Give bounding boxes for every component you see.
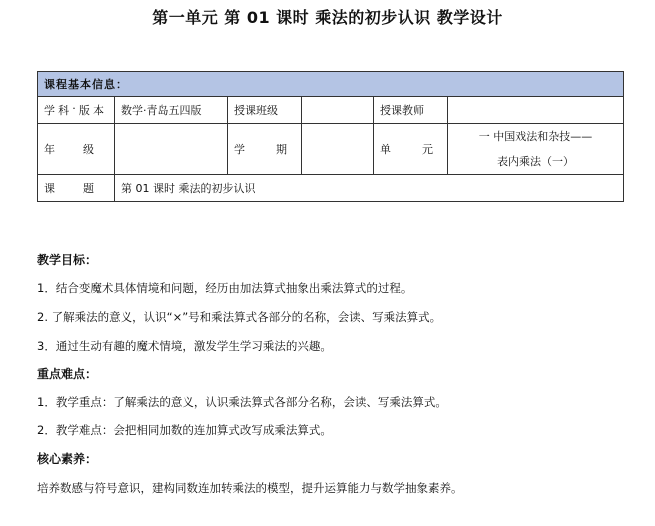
unit-value-line2: 表内乘法（一） [497,155,575,168]
subject-label: 学 科 · 版 本 [38,97,115,124]
document-title: 第一单元 第 01 课时 乘法的初步认识 教学设计 [152,8,503,27]
topic-label: 课 题 [38,175,115,202]
grade-label: 年 级 [38,124,115,175]
key-point-item: 2．教学难点：会把相同加数的连加算式改写成乘法算式。 [37,423,332,437]
goal-item: 2. 了解乘法的意义，认识“×”号和乘法算式各部分的名称，会读、写乘法算式。 [37,310,442,324]
term-label: 学 期 [228,124,302,175]
term-value [302,124,374,175]
subject-value: 数学·青岛五四版 [115,97,228,124]
grade-value [115,124,228,175]
unit-label: 单 元 [374,124,448,175]
goals-heading: 教学目标： [37,253,98,267]
core-literacy-text: 培养数感与符号意识，建构同数连加转乘法的模型，提升运算能力与数学抽象素养。 [37,481,463,495]
class-label: 授课班级 [228,97,302,124]
goal-item: 3．通过生动有趣的魔术情境，激发学生学习乘法的兴趣。 [37,339,332,353]
table-header: 课程基本信息： [38,72,624,97]
unit-value [448,124,624,175]
unit-value-line1: 一 中国戏法和杂技—— [478,130,593,143]
topic-value: 第 01 课时 乘法的初步认识 [115,175,624,202]
teacher-value [448,97,624,124]
key-point-item: 1．教学重点：了解乘法的意义，认识乘法算式各部分名称，会读、写乘法算式。 [37,395,447,409]
core-literacy-heading: 核心素养： [37,452,98,466]
course-info-table [37,71,624,202]
teacher-label: 授课教师 [374,97,448,124]
class-value [302,97,374,124]
key-points-heading: 重点难点： [37,367,98,381]
goal-item: 1．结合变魔术具体情境和问题，经历由加法算式抽象出乘法算式的过程。 [37,281,413,295]
